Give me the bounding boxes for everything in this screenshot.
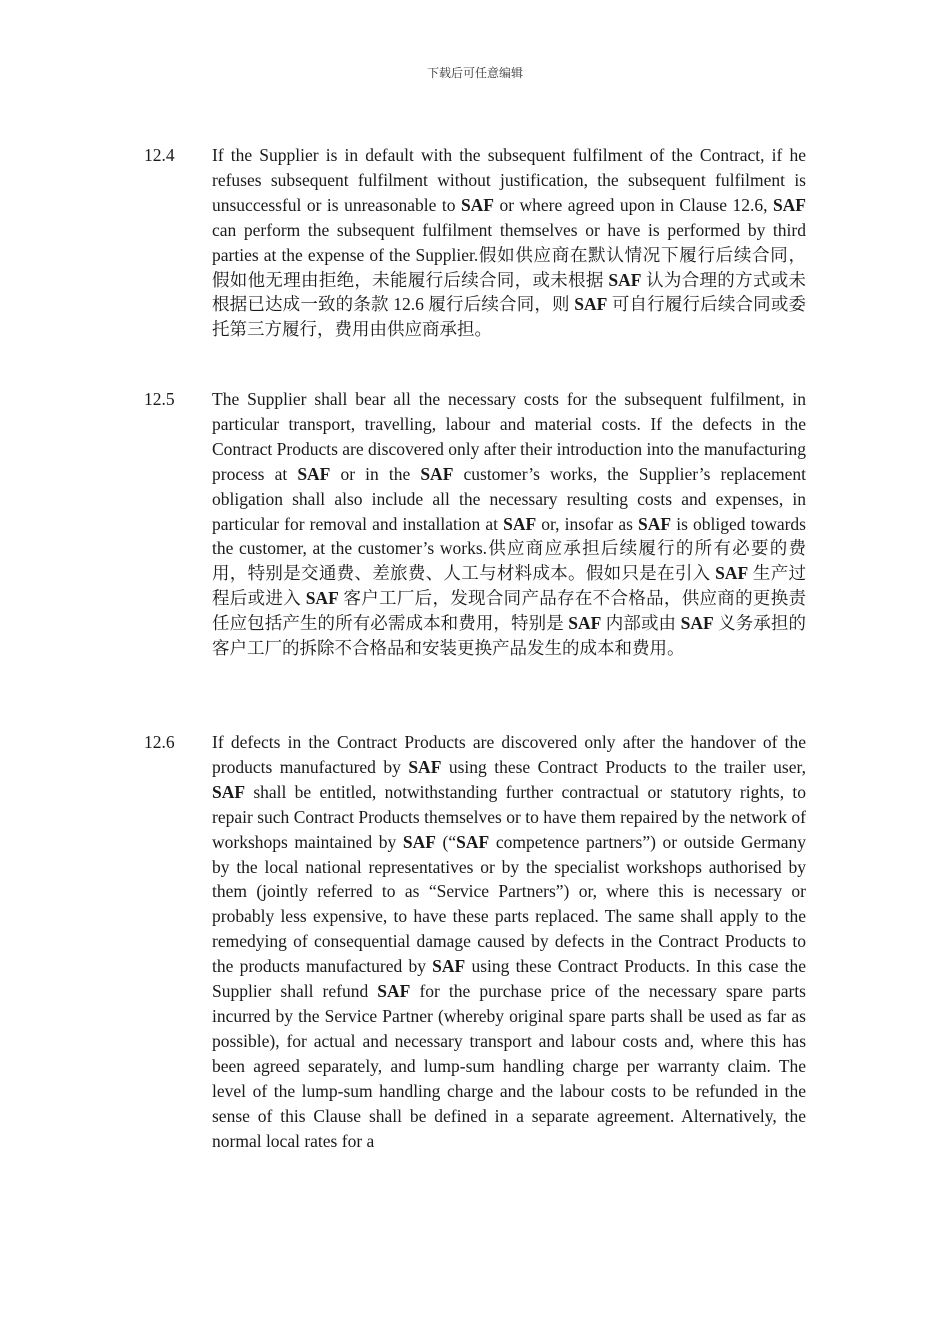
text-run: or where agreed upon in Clause 12.6, xyxy=(494,194,773,215)
clause-number: 12.6 xyxy=(144,732,175,752)
emphasis-term: SAF xyxy=(503,513,537,534)
emphasis-term: SAF xyxy=(460,194,494,215)
emphasis-term: SAF xyxy=(297,463,331,484)
text-run: shall be entitled, notwithstanding further contractual or statutory rights, to repair such Contract Products themselves or to have them repaired by the network of workshops maintained by xyxy=(212,781,806,852)
text-run: 可自行履行后续合同或委托第三方履行，费用由供应商承担。 xyxy=(212,294,807,340)
emphasis-term: SAF xyxy=(638,513,672,534)
text-run: If the Supplier is in default with the subsequent fulfilment of the Contract, if he refuses subsequent fulfilment without justification, the subsequent fulfilment is unsuccessful or is unreasonable to xyxy=(212,145,806,215)
emphasis-term: SAF xyxy=(772,194,806,215)
clause-12-6 xyxy=(144,730,806,1153)
text-run: 认为合理的方式或未根据已达成一致的条款 12.6 履行后续合同，则 xyxy=(212,269,807,315)
text-run: 义务承担的客户工厂的拆除不合格品和安装更换产品发生的成本和费用。 xyxy=(212,613,807,659)
text-run: or, insofar as xyxy=(536,513,639,534)
text-run: (“ xyxy=(435,831,457,852)
clause-text xyxy=(212,730,806,1153)
text-run: 内部或由 xyxy=(601,613,681,634)
emphasis-term: SAF xyxy=(456,831,490,852)
emphasis-term: SAF xyxy=(402,831,436,852)
emphasis-term: SAF xyxy=(608,269,642,290)
clause-number: 12.5 xyxy=(144,389,175,409)
text-run: is obliged towards the customer, at the customer’s works.供应商应承担后续履行的所有必要的费用，特别是交通费、差旅费、人工与材料成本。假如只是在引入 xyxy=(212,513,806,584)
text-run: using these Contract Products. In this case the Supplier shall refund xyxy=(212,956,806,1002)
emphasis-term: SAF xyxy=(432,956,466,977)
emphasis-term: SAF xyxy=(420,463,454,484)
emphasis-term: SAF xyxy=(574,294,608,315)
page-header: 下载后可任意编辑 xyxy=(426,66,523,80)
text-run: can perform the subsequent fulfilment themselves or have is performed by third parties at the expense of the Supplier.假如供应商在默认情况下履行后续合同，假如他无理由拒绝，未能履行后续合同，或未根据 xyxy=(212,219,806,290)
emphasis-term: SAF xyxy=(212,781,246,802)
emphasis-term: SAF xyxy=(680,613,714,634)
text-run: If defects in the Contract Products are discovered only after the handover of the products manufactured by xyxy=(212,732,806,777)
clause-text xyxy=(212,143,806,342)
emphasis-term: SAF xyxy=(305,588,339,609)
clause-12-5 xyxy=(144,387,806,661)
text-run: for the purchase price of the necessary spare parts incurred by the Service Partner (whereby original spare parts shall be used as far as possible), for actual and necessary transport and labour costs and, where this has been agreed separately, and lump-sum handling charge per warranty claim. The level of the lump-sum handling charge and the labour costs to be refunded in the sense of this Clause shall be defined in a separate agreement. Alternatively, the normal local rates for a xyxy=(212,981,806,1151)
clause-text xyxy=(212,387,806,661)
clause-number: 12.4 xyxy=(144,145,175,165)
text-run: or in the xyxy=(330,463,421,484)
text-run: using these Contract Products to the trailer user, xyxy=(441,756,806,777)
emphasis-term: SAF xyxy=(715,563,749,584)
clause-12-4 xyxy=(144,143,806,342)
emphasis-term: SAF xyxy=(377,981,411,1002)
text-run: The Supplier shall bear all the necessary costs for the subsequent fulfilment, in particular transport, travelling, labour and material costs. If the defects in the Contract Products are discovered only after their introduction into the manufacturing process at xyxy=(212,389,806,484)
text-run: customer’s works, the Supplier’s replacement obligation shall also include all the necessary resulting costs and expenses, in particular for removal and installation at xyxy=(212,463,806,534)
text-run: competence partners”) or outside Germany by the local national representatives or by the specialist workshops authorised by them (jointly referred to as “Service Partners”) or, where this is necessary or probably less expensive, to have these parts replaced. The same shall apply to the remedying of consequential damage caused by defects in the Contract Products to the products manufactured by xyxy=(212,831,806,977)
emphasis-term: SAF xyxy=(568,613,602,634)
text-run: 客户工厂后，发现合同产品存在不合格品，供应商的更换责任应包括产生的所有必需成本和费用，特别是 xyxy=(212,588,807,634)
emphasis-term: SAF xyxy=(408,756,442,777)
text-run: 生产过程后或进入 xyxy=(212,563,807,609)
